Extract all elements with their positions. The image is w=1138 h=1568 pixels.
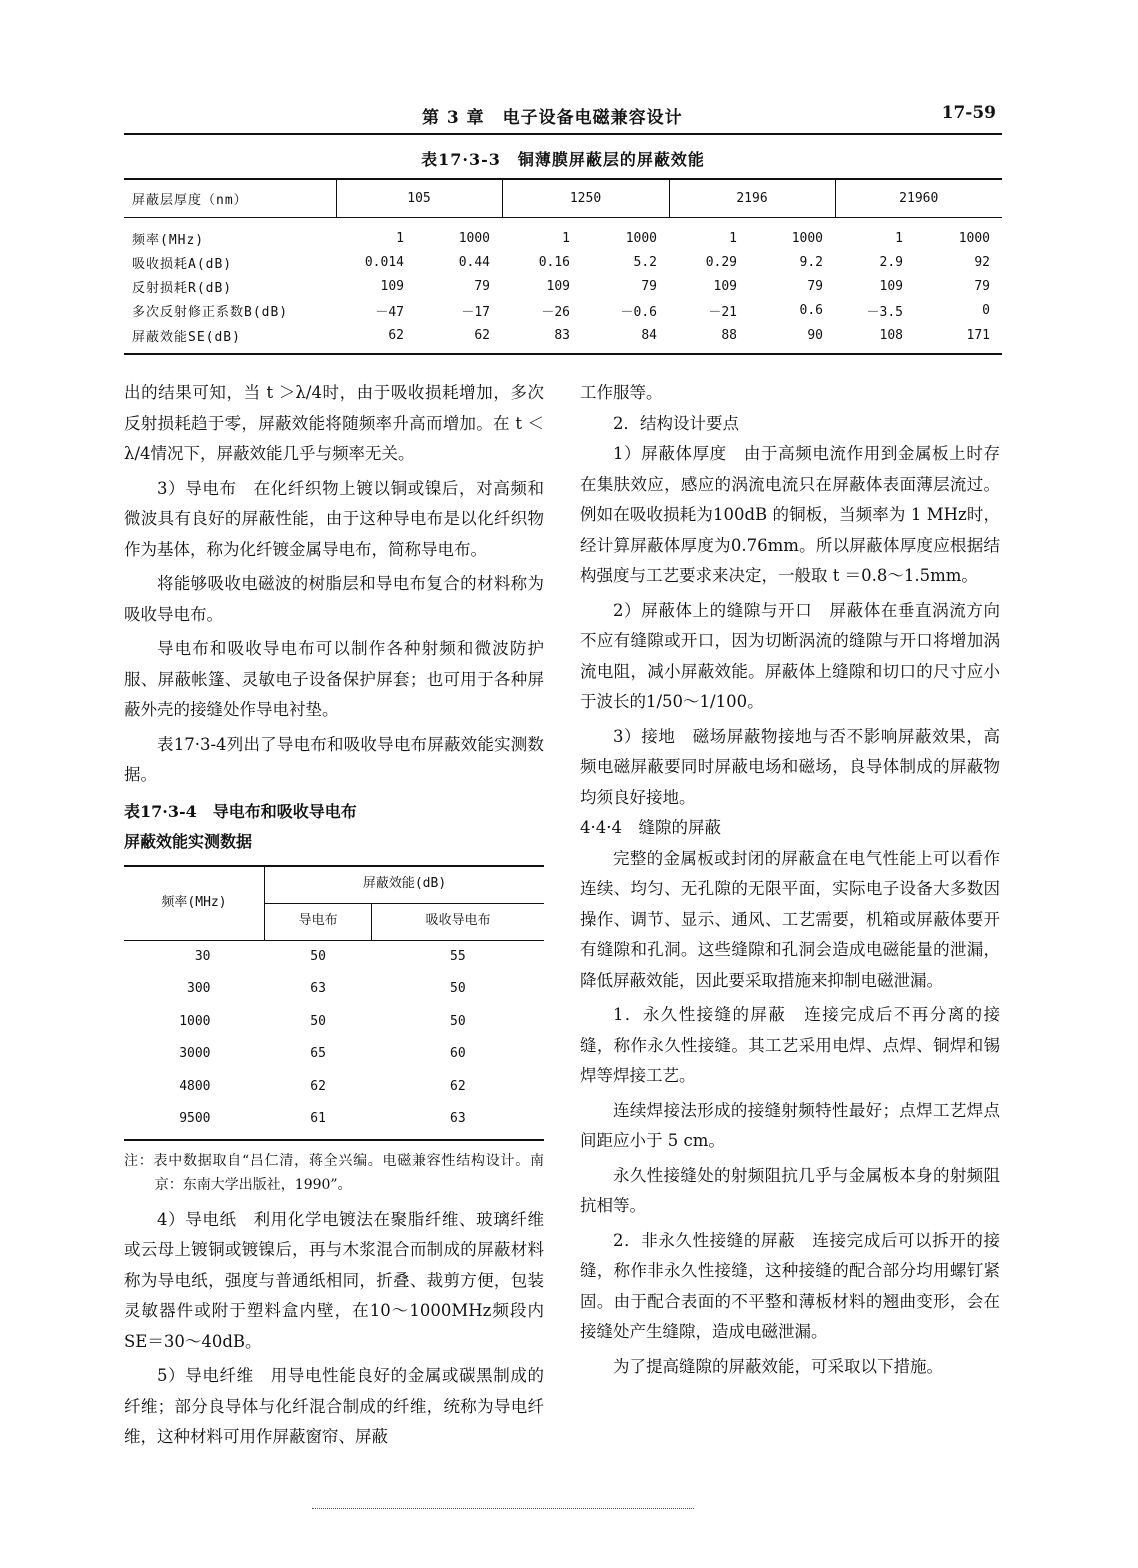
table-caption: 屏蔽效能实测数据 — [124, 831, 253, 851]
paragraph: 出的结果可知，当 t ＞λ/4时，由于吸收损耗增加，多次反射损耗趋于零，屏蔽效能将随频率升高而增加。在 t ＜λ/4情况下，屏蔽效能几乎与频率无关。 — [124, 383, 544, 463]
table-cell: －47 — [375, 304, 404, 320]
table-cell: 109 — [879, 278, 903, 294]
table-cell: 62 — [450, 1078, 466, 1094]
table-cell: 1000 — [625, 230, 657, 246]
table-cell: 62 — [336, 322, 416, 354]
table-cell: 50 — [450, 981, 466, 996]
table-cell: 屏蔽层厚度（nm） — [124, 179, 336, 218]
table-cell: 1 — [562, 230, 570, 246]
table-cell: 65 — [310, 1046, 326, 1061]
table-cell: 屏蔽效能SE(dB) — [124, 322, 336, 354]
table-cell: 2.9 — [879, 254, 903, 270]
right-column — [580, 378, 1000, 1382]
table-cell: 109 — [546, 278, 570, 294]
table-cell: 83 — [502, 322, 582, 354]
table-row — [124, 250, 1002, 274]
table-cell: 84 — [582, 322, 669, 354]
paragraph: 3）导电布 在化纤织物上镀以铜或镍后，对高频和微波具有良好的屏蔽性能，由于这种导电布是以化纤织物作为基体，称为化纤镀金属导电布，简称导电布。 — [124, 478, 544, 559]
table-cell: －17 — [461, 304, 490, 320]
table-header: 频率(MHz) — [124, 866, 265, 941]
table-cell: －3.5 — [866, 304, 903, 320]
table-caption: 表17·3-4 导电布和吸收导电布 — [124, 801, 357, 821]
paragraph: 1．永久性接缝的屏蔽 连接完成后不再分离的接缝，称作永久性接缝。其工艺采用电焊、点焊、铜焊和锡焊等焊接工艺。 — [580, 1005, 1000, 1085]
paragraph: 永久性接缝处的射频阻抗几乎与金属板本身的射频阻抗相等。 — [580, 1165, 1000, 1215]
table-cell: 4800 — [179, 1078, 211, 1094]
table-cell: 50 — [310, 948, 326, 964]
paragraph: 5）导电纤维 用导电性能良好的金属或碳黑制成的纤维；部分良导体与化纤混合制成的纤维，统称为导电纤维，这种材料可用作屏蔽窗帘、屏蔽 — [124, 1366, 544, 1446]
table-cell: －26 — [541, 304, 570, 320]
table-cell: 1 — [729, 230, 737, 246]
table-cell: 55 — [450, 948, 466, 964]
table-cell: 1000 — [791, 230, 823, 246]
table-cell: 1000 — [179, 1013, 211, 1029]
table-cell: －21 — [708, 304, 737, 320]
paragraph: 1）屏蔽体厚度 由于高频电流作用到金属板上时存在集肤效应，感应的涡流电流只在屏蔽体表面薄层流过。例如在吸收损耗为100dB 的铜板，当频率为 1 MHz时，经计算屏蔽体厚度为0.76mm。所以屏蔽体厚度应根据结构强度与工艺要求来决定，一般取 t ＝0.8～1.5mm。 — [580, 444, 1000, 585]
table-caption: 表17·3-3 铜薄膜屏蔽层的屏蔽效能 — [421, 150, 705, 169]
table-cell: 频率(MHz) — [132, 232, 205, 248]
table-header: 吸收导电布 — [372, 903, 544, 940]
paragraph: 表17·3-4列出了导电布和吸收导电布屏蔽效能实测数据。 — [124, 734, 544, 784]
table-row — [124, 1071, 544, 1104]
paragraph: 将能够吸收电磁波的树脂层和导电布复合的材料称为吸收导电布。 — [124, 574, 544, 624]
fabric-table — [124, 865, 544, 1141]
paragraph: 工作服等。 — [580, 383, 663, 402]
page-number: 17-59 — [941, 103, 996, 123]
table-row — [124, 218, 1002, 251]
table-cell: 79 — [807, 278, 823, 294]
table-cell: 0 — [982, 302, 990, 318]
table-cell: 92 — [974, 254, 990, 270]
table-cell: 63 — [372, 1103, 544, 1140]
table-cell: 9.2 — [799, 254, 823, 270]
table-cell: 0.29 — [705, 254, 737, 270]
table-row — [124, 1038, 544, 1071]
shielding-table — [124, 178, 1002, 355]
table-cell: 1250 — [502, 179, 669, 218]
section-heading: 2．结构设计要点 — [613, 413, 739, 433]
table-cell: 1000 — [458, 230, 490, 246]
table-row — [124, 298, 1002, 322]
paragraph: 为了提高缝隙的屏蔽效能，可采取以下措施。 — [613, 1356, 943, 1376]
table-header: 导电布 — [265, 903, 372, 940]
paragraph: 连续焊接法形成的接缝射频特性最好；点焊工艺焊点间距应小于 5 cm。 — [580, 1100, 1000, 1150]
table-cell: 63 — [310, 981, 326, 996]
page-header — [124, 103, 1002, 135]
table-cell: 62 — [310, 1078, 326, 1094]
table-header: 屏蔽效能(dB) — [265, 866, 545, 904]
table-row — [124, 973, 544, 1006]
table-cell: 21960 — [835, 179, 1002, 218]
table-cell: 79 — [641, 278, 657, 294]
table-cell: 0.16 — [538, 254, 570, 270]
table-cell: 30 — [194, 948, 211, 964]
table-cell: 171 — [915, 322, 1002, 354]
table-cell: 5.2 — [633, 254, 657, 270]
paragraph: 2）屏蔽体上的缝隙与开口 屏蔽体在垂直涡流方向不应有缝隙或开口，因为切断涡流的缝隙与开口将增加涡流电阻，减小屏蔽效能。屏蔽体上缝隙和切口的尺寸应小于波长的1/50～1/100。 — [580, 600, 1000, 711]
table-cell: 62 — [416, 322, 502, 354]
table-cell: 吸收损耗A(dB) — [132, 256, 233, 272]
table-cell: 9500 — [124, 1103, 265, 1140]
table-cell: 0.014 — [364, 254, 404, 270]
table-cell: 1 — [895, 230, 903, 246]
table-cell: 1 — [396, 230, 404, 246]
table-row — [124, 322, 1002, 354]
table-row — [124, 1103, 544, 1140]
footer-rule — [312, 1508, 694, 1509]
table-row — [124, 1006, 544, 1039]
table-cell: 50 — [450, 1013, 466, 1029]
table-cell: 2196 — [669, 179, 835, 218]
table-cell: 90 — [749, 322, 835, 354]
table-cell: 反射损耗R(dB) — [132, 280, 233, 296]
table-row — [124, 179, 1002, 218]
table-cell: 109 — [380, 278, 404, 294]
paragraph: 完整的金属板或封闭的屏蔽盒在电气性能上可以看作连续、均匀、无孔隙的无限平面，实际电子设备大多数因操作、调节、显示、通风、工艺需要，机箱或屏蔽体要开有缝隙和孔洞。这些缝隙和孔洞会造成电磁能量的泄漏，降低屏蔽效能，因此要采取措施来抑制电磁泄漏。 — [580, 848, 1000, 990]
paragraph: 3）接地 磁场屏蔽物接地与否不影响屏蔽效果，高频电磁屏蔽要同时屏蔽电场和磁场，良导体制成的屏蔽物均须良好接地。 — [580, 726, 1000, 807]
table-cell: 88 — [669, 322, 749, 354]
table-cell: 1000 — [958, 230, 990, 246]
table-cell: 108 — [835, 322, 915, 354]
table-cell: 60 — [450, 1046, 466, 1061]
table-cell: －0.6 — [620, 304, 657, 320]
table-cell: 79 — [974, 278, 990, 294]
table-cell: 50 — [310, 1013, 326, 1029]
table-cell: 105 — [336, 179, 502, 218]
table-cell: 0.6 — [799, 302, 823, 318]
table-cell: 多次反射修正系数B(dB) — [132, 304, 289, 320]
table-cell: 61 — [265, 1103, 372, 1140]
table-cell: 3000 — [179, 1046, 211, 1061]
table-cell: 0.44 — [458, 254, 490, 270]
left-column — [124, 378, 544, 1453]
table-cell: 300 — [187, 981, 211, 996]
paragraph: 2．非永久性接缝的屏蔽 连接完成后可以拆开的接缝，称作非永久性接缝，这种接缝的配合部分均用螺钉紧固。由于配合表面的不平整和薄板材料的翘曲变形，会在接缝处产生缝隙，造成电磁泄漏。 — [580, 1230, 1000, 1341]
chapter-title: 第 3 章 电子设备电磁兼容设计 — [422, 108, 683, 128]
table-cell: 79 — [474, 278, 490, 294]
table-cell: 109 — [713, 278, 737, 294]
table-row — [124, 274, 1002, 298]
table-note: 注：表中数据取自“吕仁清，蒋全兴编。电磁兼容性结构设计。南京：东南大学出版社，1990”。 — [124, 1152, 544, 1193]
section-heading: 4·4·4 缝隙的屏蔽 — [580, 818, 721, 837]
paragraph: 导电布和吸收导电布可以制作各种射频和微波防护服、屏蔽帐篷、灵敏电子设备保护屏套；也可用于各种屏蔽外壳的接缝处作导电衬垫。 — [124, 639, 544, 719]
paragraph: 4）导电纸 利用化学电镀法在聚脂纤维、玻璃纤维或云母上镀铜或镀镍后，再与木浆混合而制成的屏蔽材料称为导电纸，强度与普通纸相同，折叠、裁剪方便，包装灵敏器件或附于塑料盒内壁，在10～1000MHz频段内SE＝30～40dB。 — [124, 1209, 544, 1351]
table-row — [124, 940, 544, 973]
